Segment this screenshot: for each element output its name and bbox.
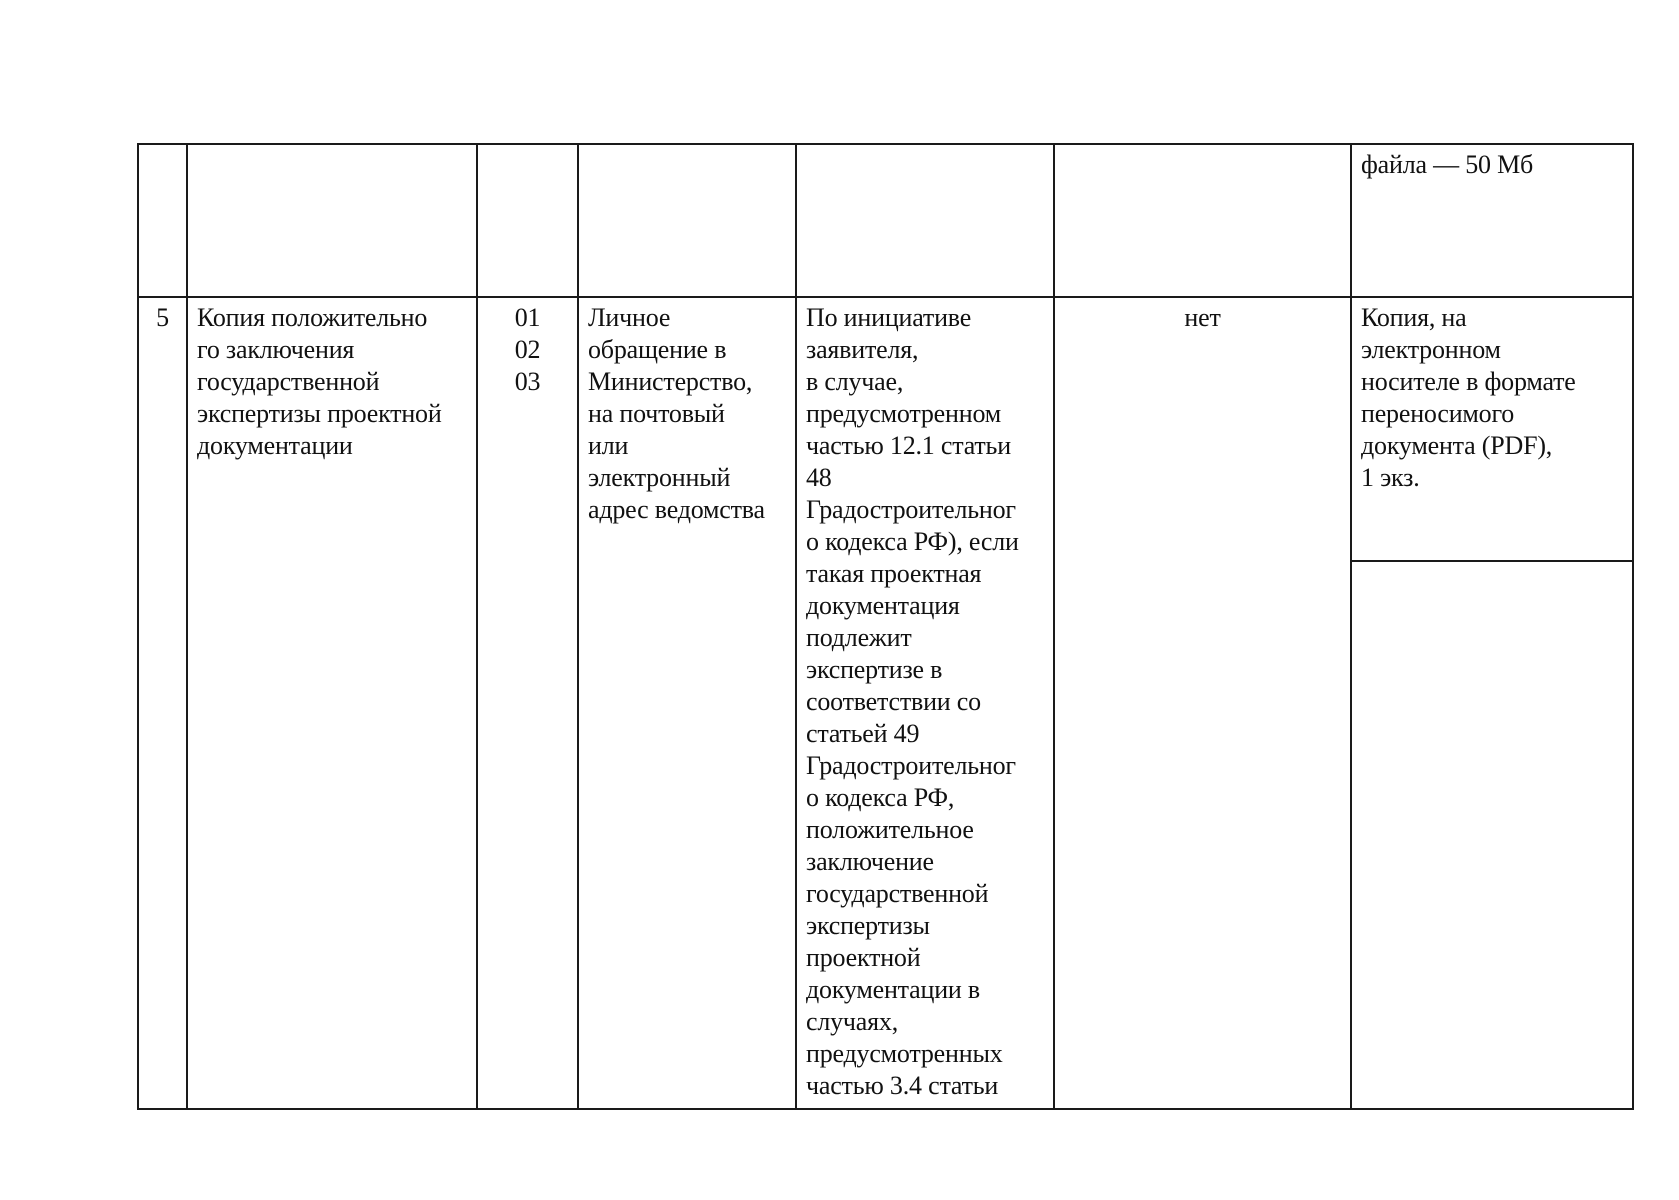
cell-number	[138, 144, 187, 297]
cell-codes	[477, 144, 578, 297]
cell-interagency	[1054, 297, 1351, 1109]
form-requirements-split	[1352, 298, 1632, 1108]
submission-method-text: Личное обращение в Министерство, на почтовый или электронный адрес ведомства	[588, 303, 765, 524]
condition-text: По инициативе заявителя, в случае, предусмотренном частью 12.1 статьи 48 Градостроительног о кодекса РФ), если такая проектная документация подлежит экспертизе в соответствии со статьей 49 Градостроительног о кодекса РФ, положительное заключение государственной экспертизы проектной документации в случаях, предусмотренных частью 3.4 статьи	[806, 303, 1019, 1100]
cell-condition	[796, 297, 1054, 1109]
document-name-text: Копия положительно го заключения государственной экспертизы проектной документации	[197, 303, 442, 460]
cell-document-name	[187, 297, 477, 1109]
form-requirements-text: Копия, на электронном носителе в формате переносимого документа (PDF), 1 экз.	[1361, 303, 1576, 492]
cell-interagency	[1054, 144, 1351, 297]
cell-codes	[477, 297, 578, 1109]
interagency-text: нет	[1184, 303, 1221, 332]
row-number: 5	[156, 303, 169, 332]
codes-text: 01 02 03	[514, 303, 541, 396]
cell-submission-method	[578, 297, 796, 1109]
form-requirements-bottom	[1352, 562, 1632, 1108]
documents-table	[137, 143, 1634, 1110]
form-requirements-top	[1352, 298, 1632, 562]
cell-condition	[796, 144, 1054, 297]
table-row-continuation	[138, 144, 1633, 297]
cell-form-requirements	[1351, 297, 1633, 1109]
cell-number	[138, 297, 187, 1109]
table-row-5	[138, 297, 1633, 1109]
file-size-limit-text: файла — 50 Мб	[1361, 150, 1534, 179]
cell-submission-method	[578, 144, 796, 297]
cell-document-name	[187, 144, 477, 297]
cell-form-requirements	[1351, 144, 1633, 297]
